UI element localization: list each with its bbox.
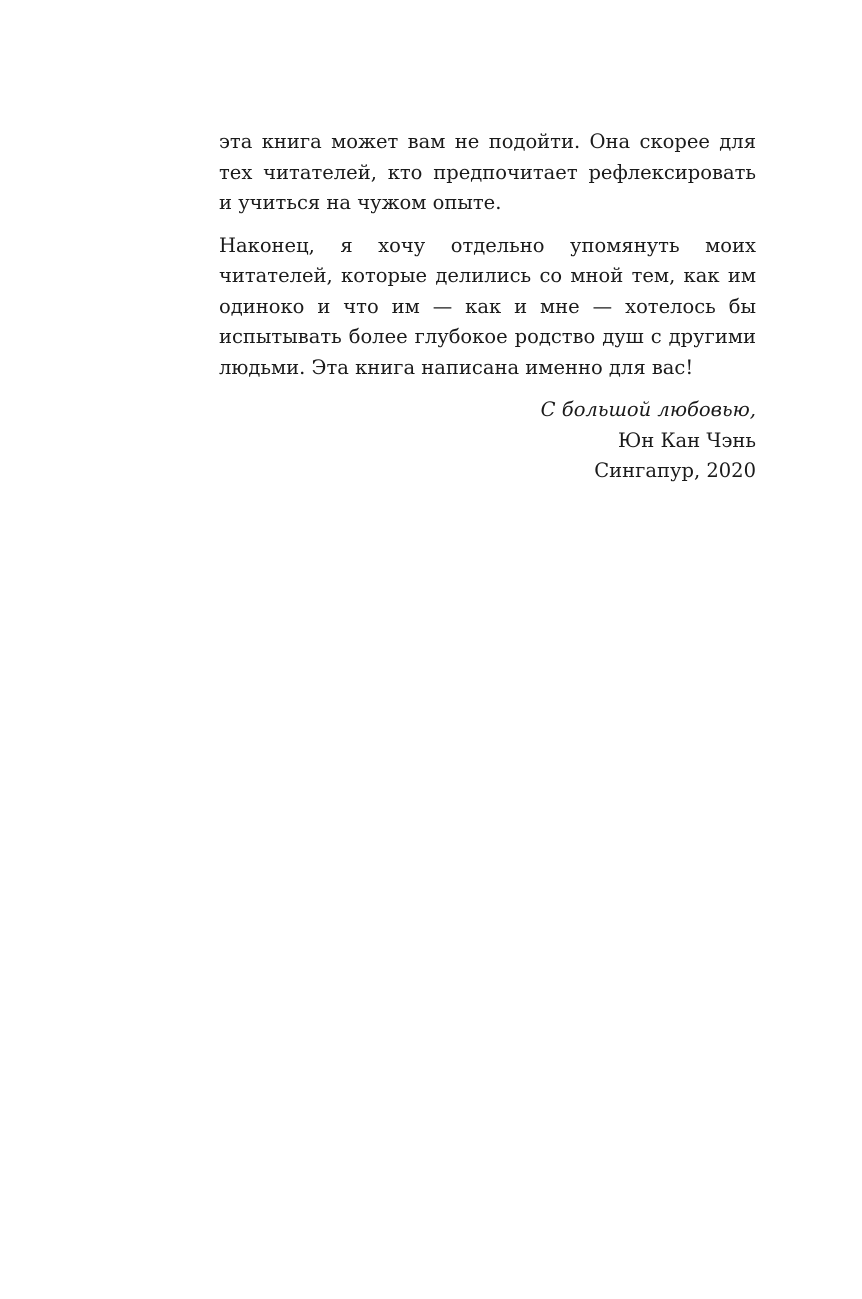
signature-author: Юн Кан Чэнь (618, 428, 756, 452)
book-page (219, 127, 756, 487)
signature-place-date: Сингапур, 2020 (594, 459, 756, 482)
paragraph-2: Наконец, я хочу отдельно упомянуть моих читателей, которые делились со мной тем, как им одиноко и что им — как и мне — хотелось бы испытывать более глубокое родство душ с другими людьми. Эта книга написана именно для вас! (219, 233, 756, 379)
paragraph-1: эта книга может вам не подойти. Она скорее для тех читателей, кто предпочитает рефлексировать и учиться на чужом опыте. (219, 130, 756, 214)
signature-block (219, 395, 756, 487)
signature-closing: С большой любовью, (540, 398, 756, 421)
